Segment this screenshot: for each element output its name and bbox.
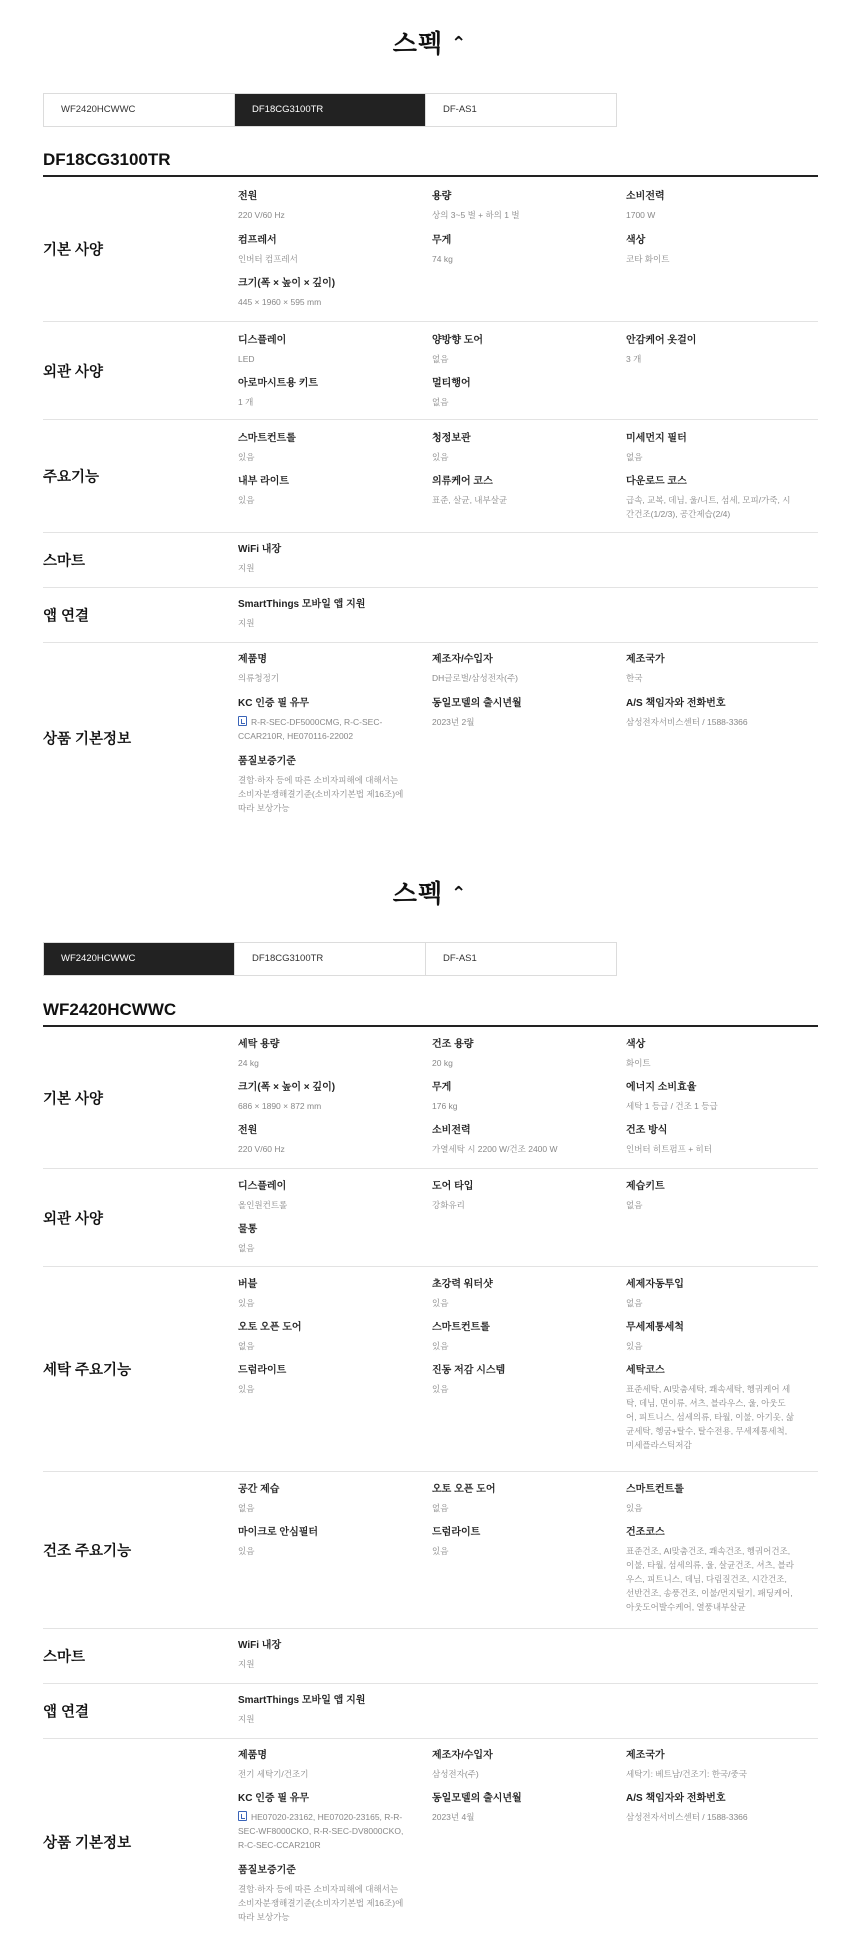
spec-key: 초강력 워터샷 [432, 1279, 493, 1290]
section-label: 기본 사양 [43, 242, 104, 259]
spec-section-product-info [43, 643, 818, 833]
spec-key: 공간 제습 [238, 1484, 280, 1495]
spec-key: 물통 [238, 1224, 258, 1235]
spec-value: 1 개 [238, 397, 254, 407]
spec-section-product-info [43, 1739, 818, 1944]
spec-value: 없음 [238, 1341, 255, 1351]
spec-key: 디스플레이 [238, 1181, 287, 1192]
spec-value: 없음 [238, 1243, 255, 1253]
tab-wf2420hcwwc[interactable]: WF2420HCWWC [44, 943, 235, 975]
spec-item [432, 377, 602, 409]
spec-value: 한국 [626, 673, 643, 683]
spec-value: 지원 [238, 563, 255, 573]
spec-key: 오토 오픈 도어 [238, 1322, 302, 1333]
spec-item [238, 1321, 408, 1353]
spec-key: 건조코스 [626, 1527, 665, 1538]
spec-key: 도어 타입 [432, 1181, 474, 1192]
spec-item [432, 1483, 602, 1515]
spec-item [432, 1038, 602, 1070]
spec-item [238, 1038, 408, 1070]
spec-key: 멀티행어 [432, 378, 471, 389]
section-label: 스마트 [43, 553, 86, 570]
spec-value: 표준, 살균, 내부살균 [432, 495, 508, 505]
spec-item [238, 543, 408, 575]
spec-value: LED [238, 354, 255, 364]
model-tabs [43, 93, 617, 127]
spec-item [238, 334, 408, 366]
spec-section-features [43, 420, 818, 533]
spec-value: 지원 [238, 618, 255, 628]
tab-df18cg3100tr[interactable]: DF18CG3100TR [235, 943, 426, 975]
spec-key: 드럼라이트 [238, 1365, 287, 1376]
spec-value: 없음 [626, 452, 643, 462]
spec-item [626, 234, 796, 266]
spec-key: 청정보관 [432, 433, 471, 444]
spec-key: 용량 [432, 191, 452, 202]
spec-value: 220 V/60 Hz [238, 1144, 285, 1154]
spec-value: 표준세탁, AI맞춤세탁, 쾌속세탁, 헹궈케어 세탁, 데님, 면이류, 셔츠, 블라우스, 울, 아웃도어, 피트니스, 섬세의류, 타월, 이불, 아기옷, 삶균세탁, 헹굼+탈수, 탈수전용, 무세제통세척, 미세플라스틱저감 [626, 1384, 794, 1450]
spec-key: 제품명 [238, 1750, 267, 1761]
spec-section-washing [43, 1267, 818, 1472]
spec-key: 색상 [626, 235, 646, 246]
spec-key: 안감케어 옷걸이 [626, 335, 697, 346]
spec-item [238, 653, 408, 685]
spec-item [238, 697, 408, 743]
spec-key: 무세제통세척 [626, 1322, 684, 1333]
spec-item [432, 1792, 602, 1824]
spec-value: 강화유리 [432, 1200, 465, 1210]
spec-section-app [43, 1684, 818, 1739]
spec-item [432, 1278, 602, 1310]
spec-item [626, 1321, 796, 1353]
spec-item [238, 755, 408, 815]
spec-key: 제습키트 [626, 1181, 665, 1192]
spec-value: 없음 [626, 1200, 643, 1210]
spec-key: 내부 라이트 [238, 476, 290, 487]
spec-item [432, 190, 602, 222]
section-label: 건조 주요기능 [43, 1543, 132, 1560]
spec-key: 제조자/수입자 [432, 654, 493, 665]
spec-section-smart [43, 533, 818, 588]
spec-value: 화이트 [626, 1058, 651, 1068]
spec-item [432, 1526, 602, 1558]
spec-item [238, 1694, 458, 1726]
spec-section-drying [43, 1472, 818, 1629]
section-label: 스마트 [43, 1649, 86, 1666]
spec-item [432, 1749, 602, 1781]
section-label: 외관 사양 [43, 1211, 104, 1227]
spec-item [238, 277, 408, 309]
model-tabs [43, 942, 617, 976]
spec-key: 제조국가 [626, 1750, 665, 1761]
spec-key: A/S 책임자와 전화번호 [626, 698, 726, 709]
spec-heading-text: 스펙 [392, 880, 444, 908]
spec-section-app [43, 588, 818, 643]
spec-item [626, 1483, 796, 1515]
spec-value: 있음 [626, 1503, 643, 1513]
spec-item [238, 1124, 408, 1156]
spec-item [432, 334, 602, 366]
spec-heading[interactable] [0, 28, 860, 58]
section-label: 기본 사양 [43, 1091, 104, 1107]
spec-value: 2023년 2월 [432, 717, 475, 727]
spec-key: 색상 [626, 1039, 646, 1050]
spec-item [238, 1792, 408, 1852]
spec-value [238, 715, 408, 743]
spec-value: 있음 [432, 452, 449, 462]
chevron-up-icon[interactable]: ⌃ [451, 883, 468, 903]
spec-key: 의류케어 코스 [432, 476, 493, 487]
spec-value: 의류청정기 [238, 673, 280, 683]
spec-value: 없음 [626, 1298, 643, 1308]
spec-key: 세탁코스 [626, 1365, 665, 1376]
spec-value: 있음 [432, 1298, 449, 1308]
spec-value: 있음 [238, 1384, 255, 1394]
spec-item [238, 1278, 408, 1310]
spec-value: 있음 [432, 1546, 449, 1556]
spec-item [238, 1364, 408, 1396]
spec-value: 지원 [238, 1659, 255, 1669]
spec-item [626, 334, 796, 366]
spec-item [238, 1223, 408, 1255]
spec-key: 디스플레이 [238, 335, 287, 346]
spec-value: 결함·하자 등에 따른 소비자피해에 대해서는 소비자분쟁해결기준(소비자기본법 제16조)에 따라 보상가능 [238, 1884, 404, 1922]
spec-item [238, 1749, 408, 1781]
spec-key: 컴프레서 [238, 235, 277, 246]
spec-item [238, 475, 408, 507]
spec-section-exterior [43, 322, 818, 420]
spec-item [238, 190, 408, 222]
kc-mark-icon [238, 1811, 247, 1821]
tab-df18cg3100tr[interactable]: DF18CG3100TR [235, 94, 426, 126]
spec-value: 있음 [432, 1341, 449, 1351]
spec-item [626, 697, 796, 729]
spec-key: 스마트컨트롤 [432, 1322, 490, 1333]
spec-key: 제조자/수입자 [432, 1750, 493, 1761]
spec-value: 세탁기: 베트남/건조기: 한국/중국 [626, 1769, 747, 1779]
spec-item [626, 1124, 796, 1156]
spec-heading-text: 스펙 [392, 30, 444, 58]
spec-key: 무게 [432, 235, 452, 246]
spec-value: 코타 화이트 [626, 254, 670, 264]
spec-item [626, 1792, 796, 1824]
spec-key: 품질보증기준 [238, 756, 296, 767]
spec-value: 인버터 컴프레서 [238, 254, 298, 264]
spec-key: 진동 저감 시스템 [432, 1365, 506, 1376]
spec-key: 동일모델의 출시년월 [432, 1793, 522, 1804]
spec-item [626, 653, 796, 685]
spec-block-1 [0, 0, 860, 850]
spec-value: 삼성전자서비스센터 / 1588-3366 [626, 717, 748, 727]
spec-value: 24 kg [238, 1058, 259, 1068]
section-label: 상품 기본정보 [43, 731, 132, 748]
spec-key: 제품명 [238, 654, 267, 665]
spec-item [238, 1526, 408, 1558]
spec-item [238, 1864, 408, 1924]
spec-key: 전원 [238, 191, 258, 202]
spec-value: 있음 [238, 452, 255, 462]
spec-key: 건조 용량 [432, 1039, 474, 1050]
spec-section-basic [43, 177, 818, 322]
spec-value: 지원 [238, 1714, 255, 1724]
tab-df-as1[interactable]: DF-AS1 [426, 94, 616, 126]
spec-item [626, 1038, 796, 1070]
spec-value: 상의 3~5 벌 + 하의 1 벌 [432, 210, 520, 220]
chevron-up-icon[interactable]: ⌃ [451, 33, 468, 53]
spec-item [432, 432, 602, 464]
spec-value: 74 kg [432, 254, 453, 264]
spec-block-2 [0, 850, 860, 1949]
spec-key: 양방향 도어 [432, 335, 484, 346]
spec-section-basic [43, 1027, 818, 1169]
spec-key: KC 인증 필 유무 [238, 698, 310, 709]
spec-item [238, 377, 408, 409]
spec-item [626, 1364, 796, 1452]
spec-item [432, 1364, 602, 1396]
section-label: 상품 기본정보 [43, 1835, 132, 1851]
spec-key: 오토 오픈 도어 [432, 1484, 496, 1495]
spec-value: 3 개 [626, 354, 642, 364]
spec-item [238, 432, 408, 464]
spec-key: 스마트컨트롤 [626, 1484, 684, 1495]
spec-section-smart [43, 1629, 818, 1684]
spec-value: 있음 [238, 1546, 255, 1556]
spec-value: 없음 [238, 1503, 255, 1513]
spec-value: 표준건조, AI맞춤건조, 쾌속건조, 헹궈어건조, 이불, 타월, 섬세의류, 울, 살균건조, 셔츠, 블라우스, 피트니스, 데님, 다림질건조, 시간건조, 선반건조, 송풍건조, 이불/먼지털기, 패딩케어, 아웃도어발수케어, 열풍내부살균 [626, 1546, 794, 1612]
spec-item [238, 1483, 408, 1515]
spec-value: 445 × 1960 × 595 mm [238, 297, 322, 307]
model-title: WF2420HCWWC [43, 1000, 177, 1019]
spec-item [432, 1180, 602, 1212]
spec-key: 소비전력 [432, 1125, 471, 1136]
spec-item [432, 475, 602, 507]
spec-item [432, 697, 602, 729]
spec-value: 올인원컨트롤 [238, 1200, 288, 1210]
spec-item [626, 432, 796, 464]
spec-value: 2023년 4월 [432, 1812, 475, 1822]
spec-key: 스마트컨트롤 [238, 433, 296, 444]
spec-item [432, 653, 602, 685]
spec-key: A/S 책임자와 전화번호 [626, 1793, 726, 1804]
spec-key: WiFi 내장 [238, 1640, 282, 1651]
spec-key: 마이크로 안심필터 [238, 1527, 319, 1538]
spec-item [432, 1081, 602, 1113]
spec-key: SmartThings 모바일 앱 지원 [238, 599, 366, 610]
spec-value: 없음 [432, 397, 449, 407]
spec-value: 삼성전자(주) [432, 1769, 479, 1779]
spec-item [238, 1639, 408, 1671]
tab-df-as1[interactable]: DF-AS1 [426, 943, 616, 975]
spec-item [626, 1526, 796, 1614]
spec-key: 에너지 소비효율 [626, 1082, 697, 1093]
spec-value: 있음 [626, 1341, 643, 1351]
spec-item [626, 190, 796, 222]
model-title: DF18CG3100TR [43, 150, 171, 169]
section-label: 앱 연결 [43, 608, 90, 625]
spec-item [626, 1278, 796, 1310]
spec-item [626, 1081, 796, 1113]
spec-item [238, 234, 408, 266]
section-label: 주요기능 [43, 469, 100, 486]
spec-value: 있음 [238, 495, 255, 505]
spec-key: WiFi 내장 [238, 544, 282, 555]
spec-key: 동일모델의 출시년월 [432, 698, 522, 709]
spec-section-exterior [43, 1169, 818, 1267]
spec-key: SmartThings 모바일 앱 지원 [238, 1695, 366, 1706]
kc-mark-icon [238, 716, 247, 726]
spec-key: KC 인증 필 유무 [238, 1793, 310, 1804]
spec-value: 1700 W [626, 210, 656, 220]
kc-value-text: R-R-SEC-DF5000CMG, R-C-SEC-CCAR210R, HE070116-22002 [238, 717, 383, 741]
spec-value: 686 × 1890 × 872 mm [238, 1101, 322, 1111]
kc-value-text: HE07020-23162, HE07020-23165, R-R-SEC-WF8000CKO, R-R-SEC-DV8000CKO, R-C-SEC-CCAR210R [238, 1812, 404, 1850]
spec-key: 소비전력 [626, 191, 665, 202]
spec-item [238, 598, 458, 630]
spec-key: 크기(폭 × 높이 × 깊이) [238, 278, 336, 289]
spec-value: 없음 [432, 1503, 449, 1513]
spec-item [238, 1081, 408, 1113]
spec-value: 결함·하자 등에 따른 소비자피해에 대해서는 소비자분쟁해결기준(소비자기본법 제16조)에 따라 보상가능 [238, 775, 404, 813]
spec-key: 세탁 용량 [238, 1039, 280, 1050]
spec-item [238, 1180, 408, 1212]
spec-item [626, 475, 796, 521]
spec-key: 세제자동투입 [626, 1279, 684, 1290]
spec-item [432, 1321, 602, 1353]
spec-key: 품질보증기준 [238, 1865, 296, 1876]
spec-key: 드럼라이트 [432, 1527, 481, 1538]
spec-key: 전원 [238, 1125, 258, 1136]
spec-value: 있음 [432, 1384, 449, 1394]
spec-value: 없음 [432, 354, 449, 364]
spec-key: 무게 [432, 1082, 452, 1093]
spec-value: 인버터 히트펌프 + 히터 [626, 1144, 712, 1154]
spec-item [432, 234, 602, 266]
spec-key: 버블 [238, 1279, 258, 1290]
spec-value: 급속, 교복, 데님, 울/니트, 섬세, 모피/가죽, 시간건조(1/2/3), 공간제습(2/4) [626, 495, 791, 519]
spec-item [432, 1124, 602, 1156]
spec-value: 220 V/60 Hz [238, 210, 285, 220]
spec-key: 다운로드 코스 [626, 476, 687, 487]
spec-value [238, 1810, 408, 1852]
spec-item [626, 1749, 796, 1781]
section-label: 앱 연결 [43, 1704, 90, 1721]
spec-key: 크기(폭 × 높이 × 깊이) [238, 1082, 336, 1093]
spec-heading[interactable] [0, 878, 860, 908]
spec-value: 가열세탁 시 2200 W/건조 2400 W [432, 1144, 558, 1154]
spec-key: 미세먼지 필터 [626, 433, 687, 444]
spec-item [626, 1180, 796, 1212]
section-label: 외관 사양 [43, 364, 104, 380]
tab-wf2420hcwwc[interactable]: WF2420HCWWC [44, 94, 235, 126]
spec-value: 176 kg [432, 1101, 458, 1111]
spec-value: DH글로벌/삼성전자(주) [432, 673, 518, 683]
spec-key: 아로마시트용 키트 [238, 378, 319, 389]
spec-value: 전기 세탁기/건조기 [238, 1769, 309, 1779]
section-label: 세탁 주요기능 [43, 1362, 132, 1379]
spec-value: 세탁 1 등급 / 건조 1 등급 [626, 1101, 718, 1111]
spec-key: 제조국가 [626, 654, 665, 665]
spec-key: 건조 방식 [626, 1125, 668, 1136]
spec-value: 있음 [238, 1298, 255, 1308]
spec-value: 20 kg [432, 1058, 453, 1068]
spec-value: 삼성전자서비스센터 / 1588-3366 [626, 1812, 748, 1822]
